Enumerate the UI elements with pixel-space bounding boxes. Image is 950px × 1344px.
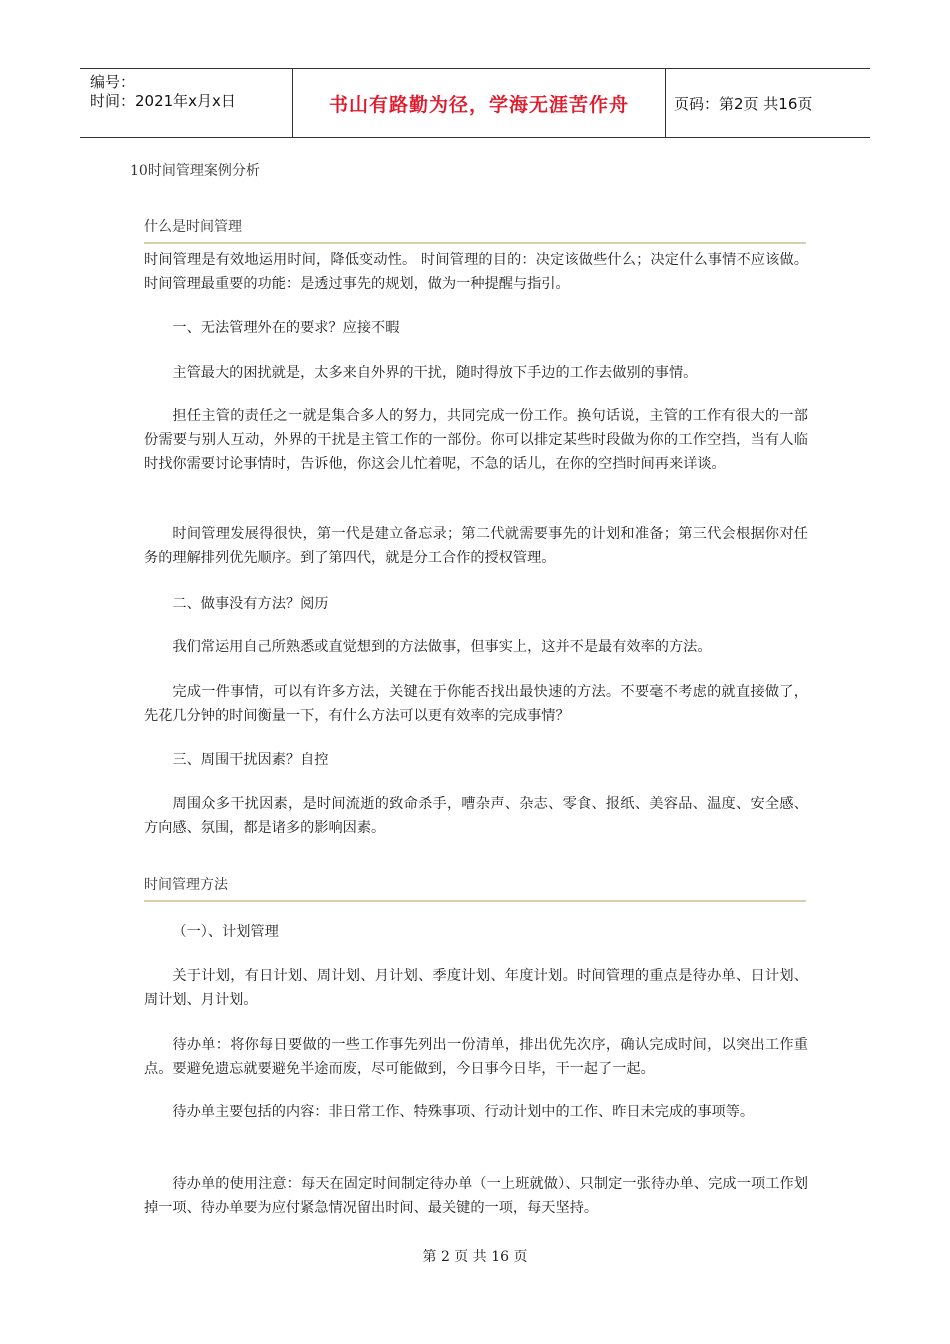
time-label: 时间：2021年x月x日 xyxy=(90,92,236,110)
subheading: 二、做事没有方法？阅历 xyxy=(172,596,329,612)
header-page-info: 页码：第2页 共16页 xyxy=(674,94,813,113)
header-motto: 书山有路勤为径，学海无涯苦作舟 xyxy=(293,69,666,137)
paragraph: 完成一件事情，可以有许多方法，关键在于你能否找出最快速的方法。不要毫不考虑的就直接做了，先花几分钟的时间衡量一下，有什么方法可以更有效率的完成事情？ xyxy=(144,684,808,724)
section-heading-what-is: 什么是时间管理 xyxy=(144,216,806,244)
paragraph: 时间管理是有效地运用时间，降低变动性。 时间管理的目的：决定该做些什么；决定什么事情不应该做。 时间管理最重要的功能：是透过事先的规划，做为一种提醒与指引。 xyxy=(144,252,808,292)
header-meta xyxy=(80,69,293,137)
paragraph: 主管最大的困扰就是，太多来自外界的干扰，随时得放下手边的工作去做别的事情。 xyxy=(172,365,698,381)
section-heading-methods: 时间管理方法 xyxy=(144,874,806,902)
paragraph: 我们常运用自己所熟悉或直觉想到的方法做事，但事实上，这并不是最有效率的方法。 xyxy=(172,639,712,655)
serial-label: 编号： xyxy=(90,73,136,91)
document-title: 10时间管理案例分析 xyxy=(130,163,260,179)
subheading: 一、无法管理外在的要求？应接不暇 xyxy=(172,320,400,336)
subheading: 三、周围干扰因素？自控 xyxy=(172,752,329,768)
paragraph: 待办单主要包括的内容：非日常工作、特殊事项、行动计划中的工作、昨日未完成的事项等。 xyxy=(172,1104,755,1120)
paragraph: 待办单：将你每日要做的一些工作事先列出一份清单，排出优先次序，确认完成时间，以突出工作重点。要避免遗忘就要避免半途而废，尽可能做到，今日事今日毕，干一起了一起。 xyxy=(144,1037,808,1077)
paragraph: 担任主管的责任之一就是集合多人的努力，共同完成一份工作。换句话说，主管的工作有很大的一部份需要与别人互动，外界的干扰是主管工作的一部份。你可以排定某些时段做为你的工作空挡，当有人临时找你需要讨论事情时，告诉他，你这会儿忙着呢，不急的话儿，在你的空挡时间再来详谈。 xyxy=(144,408,808,472)
subheading: （一）、计划管理 xyxy=(172,924,279,940)
page-footer: 第 2 页 共 16 页 xyxy=(422,1249,528,1265)
paragraph: 关于计划，有日计划、周计划、月计划、季度计划、年度计划。时间管理的重点是待办单、日计划、周计划、月计划。 xyxy=(144,968,808,1008)
page-header xyxy=(80,68,870,138)
paragraph: 周围众多干扰因素，是时间流逝的致命杀手，嘈杂声、杂志、零食、报纸、美容品、温度、安全感、方向感、氛围，都是诸多的影响因素。 xyxy=(144,796,808,836)
paragraph: 待办单的使用注意：每天在固定时间制定待办单（一上班就做）、只制定一张待办单、完成一项工作划掉一项、待办单要为应付紧急情况留出时间、最关键的一项，每天坚持。 xyxy=(144,1176,808,1216)
paragraph: 时间管理发展得很快，第一代是建立备忘录；第二代就需要事先的计划和准备；第三代会根据你对任务的理解排列优先顺序。到了第四代，就是分工合作的授权管理。 xyxy=(144,526,808,566)
